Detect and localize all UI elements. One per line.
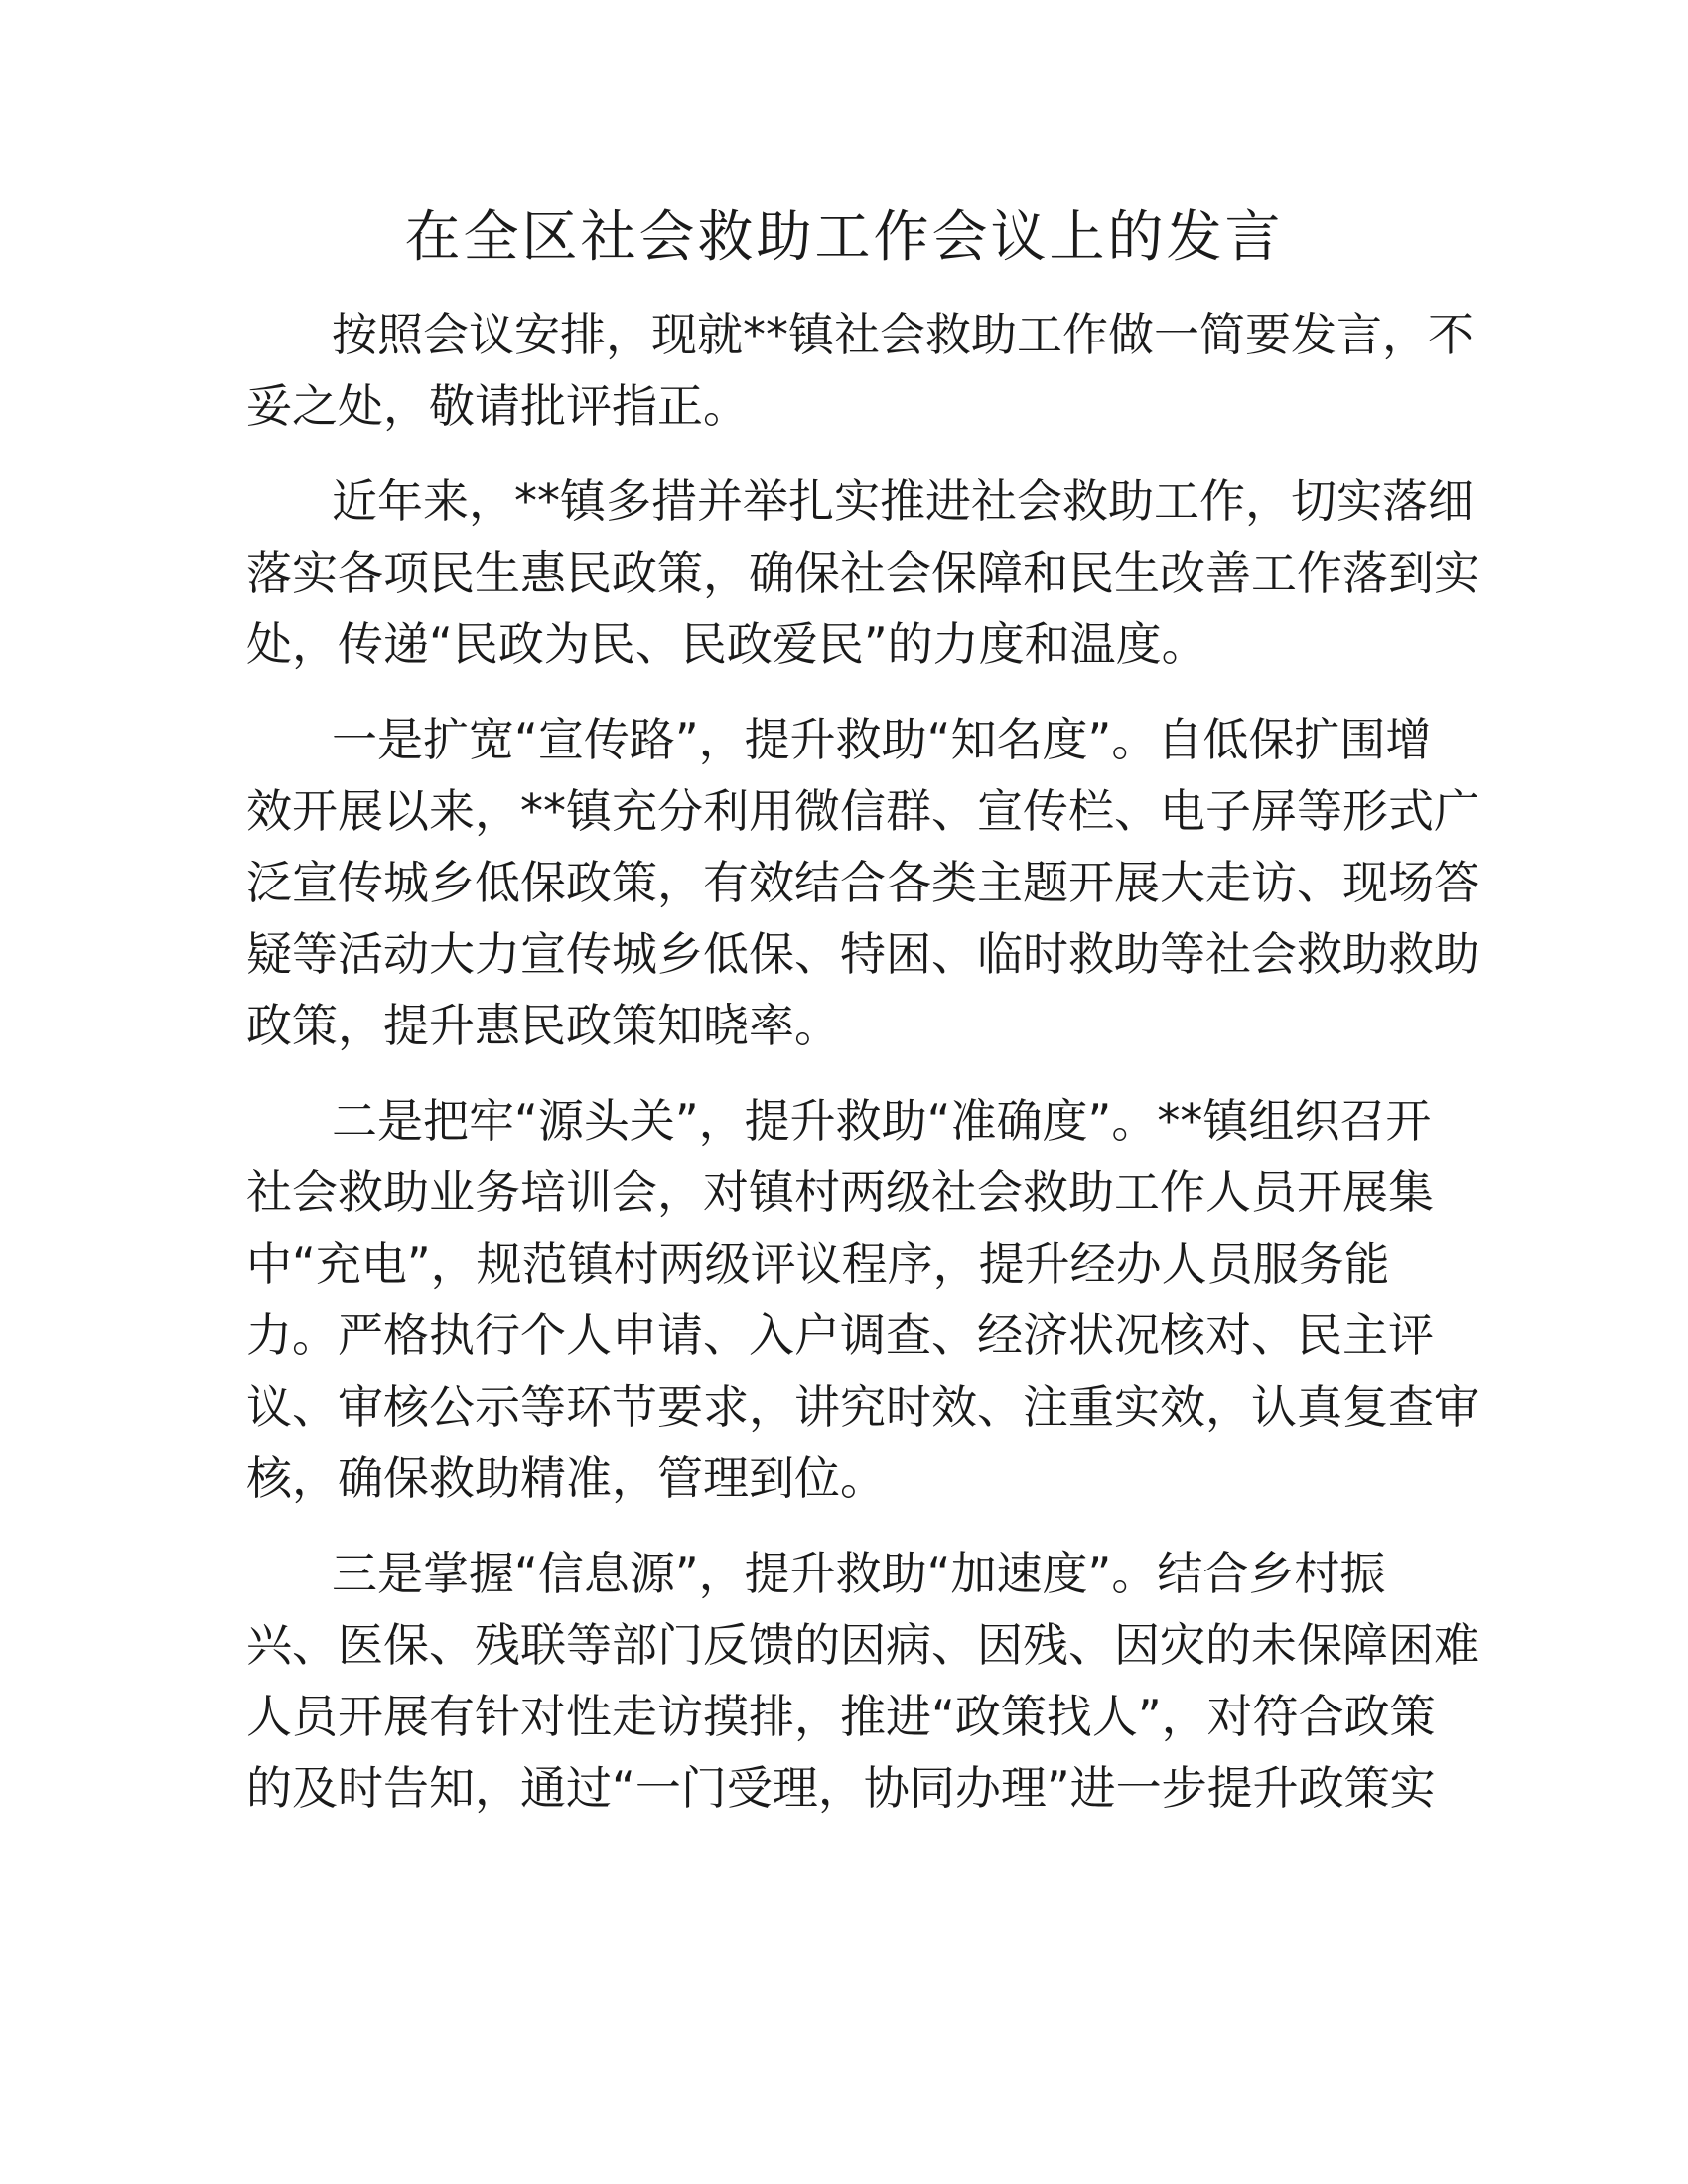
paragraph-point-three (246, 1538, 1479, 1824)
document-body (246, 299, 1479, 1847)
text-line: 妥之处，敬请批评指正。 (246, 379, 749, 433)
text-line: 疑等活动大力宣传城乡低保、特困、临时救助等社会救助救助 (246, 927, 1479, 981)
text-line: 核，确保救助精准，管理到位。 (246, 1451, 886, 1505)
text-line: 二是把牢“源头关”，提升救助“准确度”。**镇组织召开 (332, 1094, 1432, 1148)
text-line: 三是掌握“信息源”，提升救助“加速度”。结合乡村振 (332, 1547, 1386, 1600)
text-line: 泛宣传城乡低保政策，有效结合各类主题开展大走访、现场答 (246, 856, 1479, 909)
text-line: 社会救助业务培训会，对镇村两级社会救助工作人员开展集 (246, 1165, 1434, 1219)
paragraph-point-two (246, 1085, 1479, 1514)
document-title: 在全区社会救助工作会议上的发言 (404, 205, 1284, 270)
text-line: 中“充电”，规范镇村两级评议程序，提升经办人员服务能 (246, 1237, 1390, 1291)
text-line: 兴、医保、残联等部门反馈的因病、因残、因灾的未保障困难 (246, 1618, 1479, 1672)
text-line: 一是扩宽“宣传路”，提升救助“知名度”。自低保扩围增 (332, 713, 1432, 766)
text-line: 的及时告知，通过“一门受理，协同办理”进一步提升政策实 (246, 1761, 1436, 1815)
text-line: 处，传递“民政为民、民政爱民”的力度和温度。 (246, 617, 1207, 671)
text-line: 议、审核公示等环节要求，讲究时效、注重实效，认真复查审 (246, 1380, 1479, 1433)
text-line: 人员开展有针对性走访摸排，推进“政策找人”，对符合政策 (246, 1690, 1436, 1743)
paragraph-point-one (246, 704, 1479, 1061)
text-line: 落实各项民生惠民政策，确保社会保障和民生改善工作落到实 (246, 546, 1479, 600)
text-line: 效开展以来，**镇充分利用微信群、宣传栏、电子屏等形式广 (246, 784, 1479, 838)
paragraph-opening (246, 299, 1474, 442)
text-line: 近年来，**镇多措并举扎实推进社会救助工作，切实落细 (332, 475, 1474, 528)
text-line: 按照会议安排，现就**镇社会救助工作做一简要发言，不 (332, 308, 1474, 361)
paragraph-overview (246, 466, 1479, 680)
text-line: 力。严格执行个人申请、入户调查、经济状况核对、民主评 (246, 1308, 1434, 1362)
text-line: 政策，提升惠民政策知晓率。 (246, 999, 840, 1052)
